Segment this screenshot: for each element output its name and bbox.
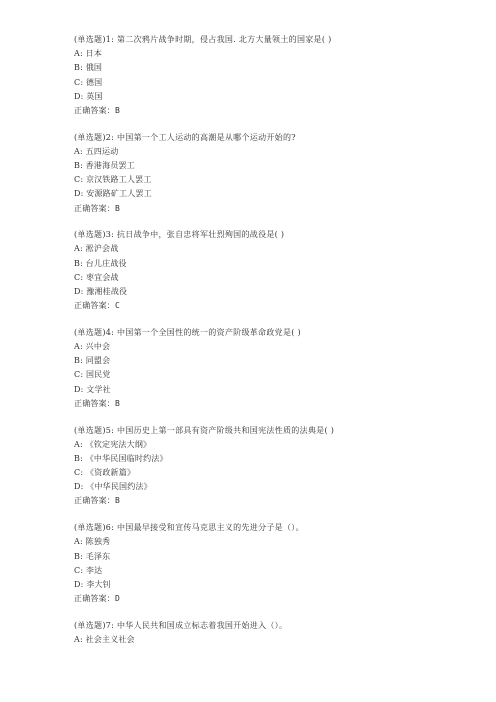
answer-label: 正确答案： [74, 594, 115, 604]
question-stem: (单选题)2: 中国第一个工人运动的高潮是从哪个运动开始的? [74, 132, 296, 142]
correct-answer [74, 299, 474, 313]
option-b: B: 俄国 [74, 63, 103, 73]
document-page [74, 33, 474, 660]
question-1 [74, 33, 474, 118]
question-2 [74, 131, 474, 216]
option-b: B: 香港海员罢工 [74, 161, 135, 170]
option-c: C: 《资政新篇》 [74, 468, 136, 478]
option-c: C: 李达 [74, 565, 103, 575]
option-b: B: 毛泽东 [74, 551, 111, 561]
option-d: D: 豫湘桂战役 [74, 287, 128, 296]
answer-label: 正确答案： [74, 105, 115, 115]
question-stem: (单选题)6: 中国最早接受和宣传马克思主义的先进分子是（）。 [74, 523, 304, 533]
question-5 [74, 424, 474, 509]
option-c: C: 国民党 [74, 370, 111, 380]
option-a: A: 兴中会 [74, 342, 111, 352]
question-7 [74, 619, 474, 647]
correct-answer [74, 104, 474, 118]
answer-value: B [115, 105, 121, 115]
answer-value: D [115, 594, 121, 604]
option-a: A: 社会主义社会 [74, 634, 135, 644]
answer-value: C [115, 301, 121, 311]
option-d: D: 英国 [74, 91, 103, 101]
answer-label: 正确答案： [74, 301, 115, 311]
answer-value: B [115, 496, 121, 506]
option-a: A: 陈独秀 [74, 537, 111, 547]
question-stem: (单选题)5: 中国历史上第一部具有资产阶级共和国宪法性质的法典是( ) [74, 425, 335, 435]
question-3 [74, 228, 474, 313]
option-d: D: 《中华民国约法》 [74, 482, 152, 492]
question-stem: (单选题)3: 抗日战争中，张自忠将军壮烈殉国的战役是( ) [74, 230, 285, 240]
option-b: B: 《中华民国临时约法》 [74, 453, 168, 463]
question-stem: (单选题)7: 中华人民共和国成立标志着我国开始进入（）。 [74, 620, 288, 630]
question-stem: (单选题)1: 第二次鸦片战争时期，侵占我国. 北方大量领土的国家是( ) [74, 35, 332, 44]
option-c: C: 枣宜会战 [74, 272, 119, 282]
option-d: D: 文学社 [74, 384, 111, 394]
option-b: B: 台儿庄战役 [74, 258, 127, 268]
answer-label: 正确答案： [74, 496, 115, 506]
correct-answer [74, 397, 474, 411]
option-b: B: 同盟会 [74, 356, 111, 366]
option-c: C: 京汉铁路工人罢工 [74, 175, 152, 185]
option-d: D: 李大钊 [74, 579, 111, 589]
correct-answer [74, 494, 474, 508]
answer-value: B [115, 203, 121, 213]
question-4 [74, 326, 474, 411]
correct-answer [74, 592, 474, 606]
answer-value: B [115, 398, 121, 408]
correct-answer [74, 202, 474, 216]
option-a: A: 淞沪会战 [74, 244, 119, 254]
option-a: A: 《钦定宪法大纲》 [74, 439, 152, 449]
answer-label: 正确答案： [74, 398, 115, 408]
option-d: D: 安源路矿工人罢工 [74, 189, 152, 199]
question-6 [74, 521, 474, 606]
question-stem: (单选题)4: 中国第一个全国性的统一的资产阶级革命政党是( ) [74, 327, 301, 337]
option-a: A: 日本 [74, 49, 103, 59]
option-a: A: 五四运动 [74, 146, 119, 156]
option-c: C: 德国 [74, 77, 103, 87]
answer-label: 正确答案： [74, 203, 115, 213]
